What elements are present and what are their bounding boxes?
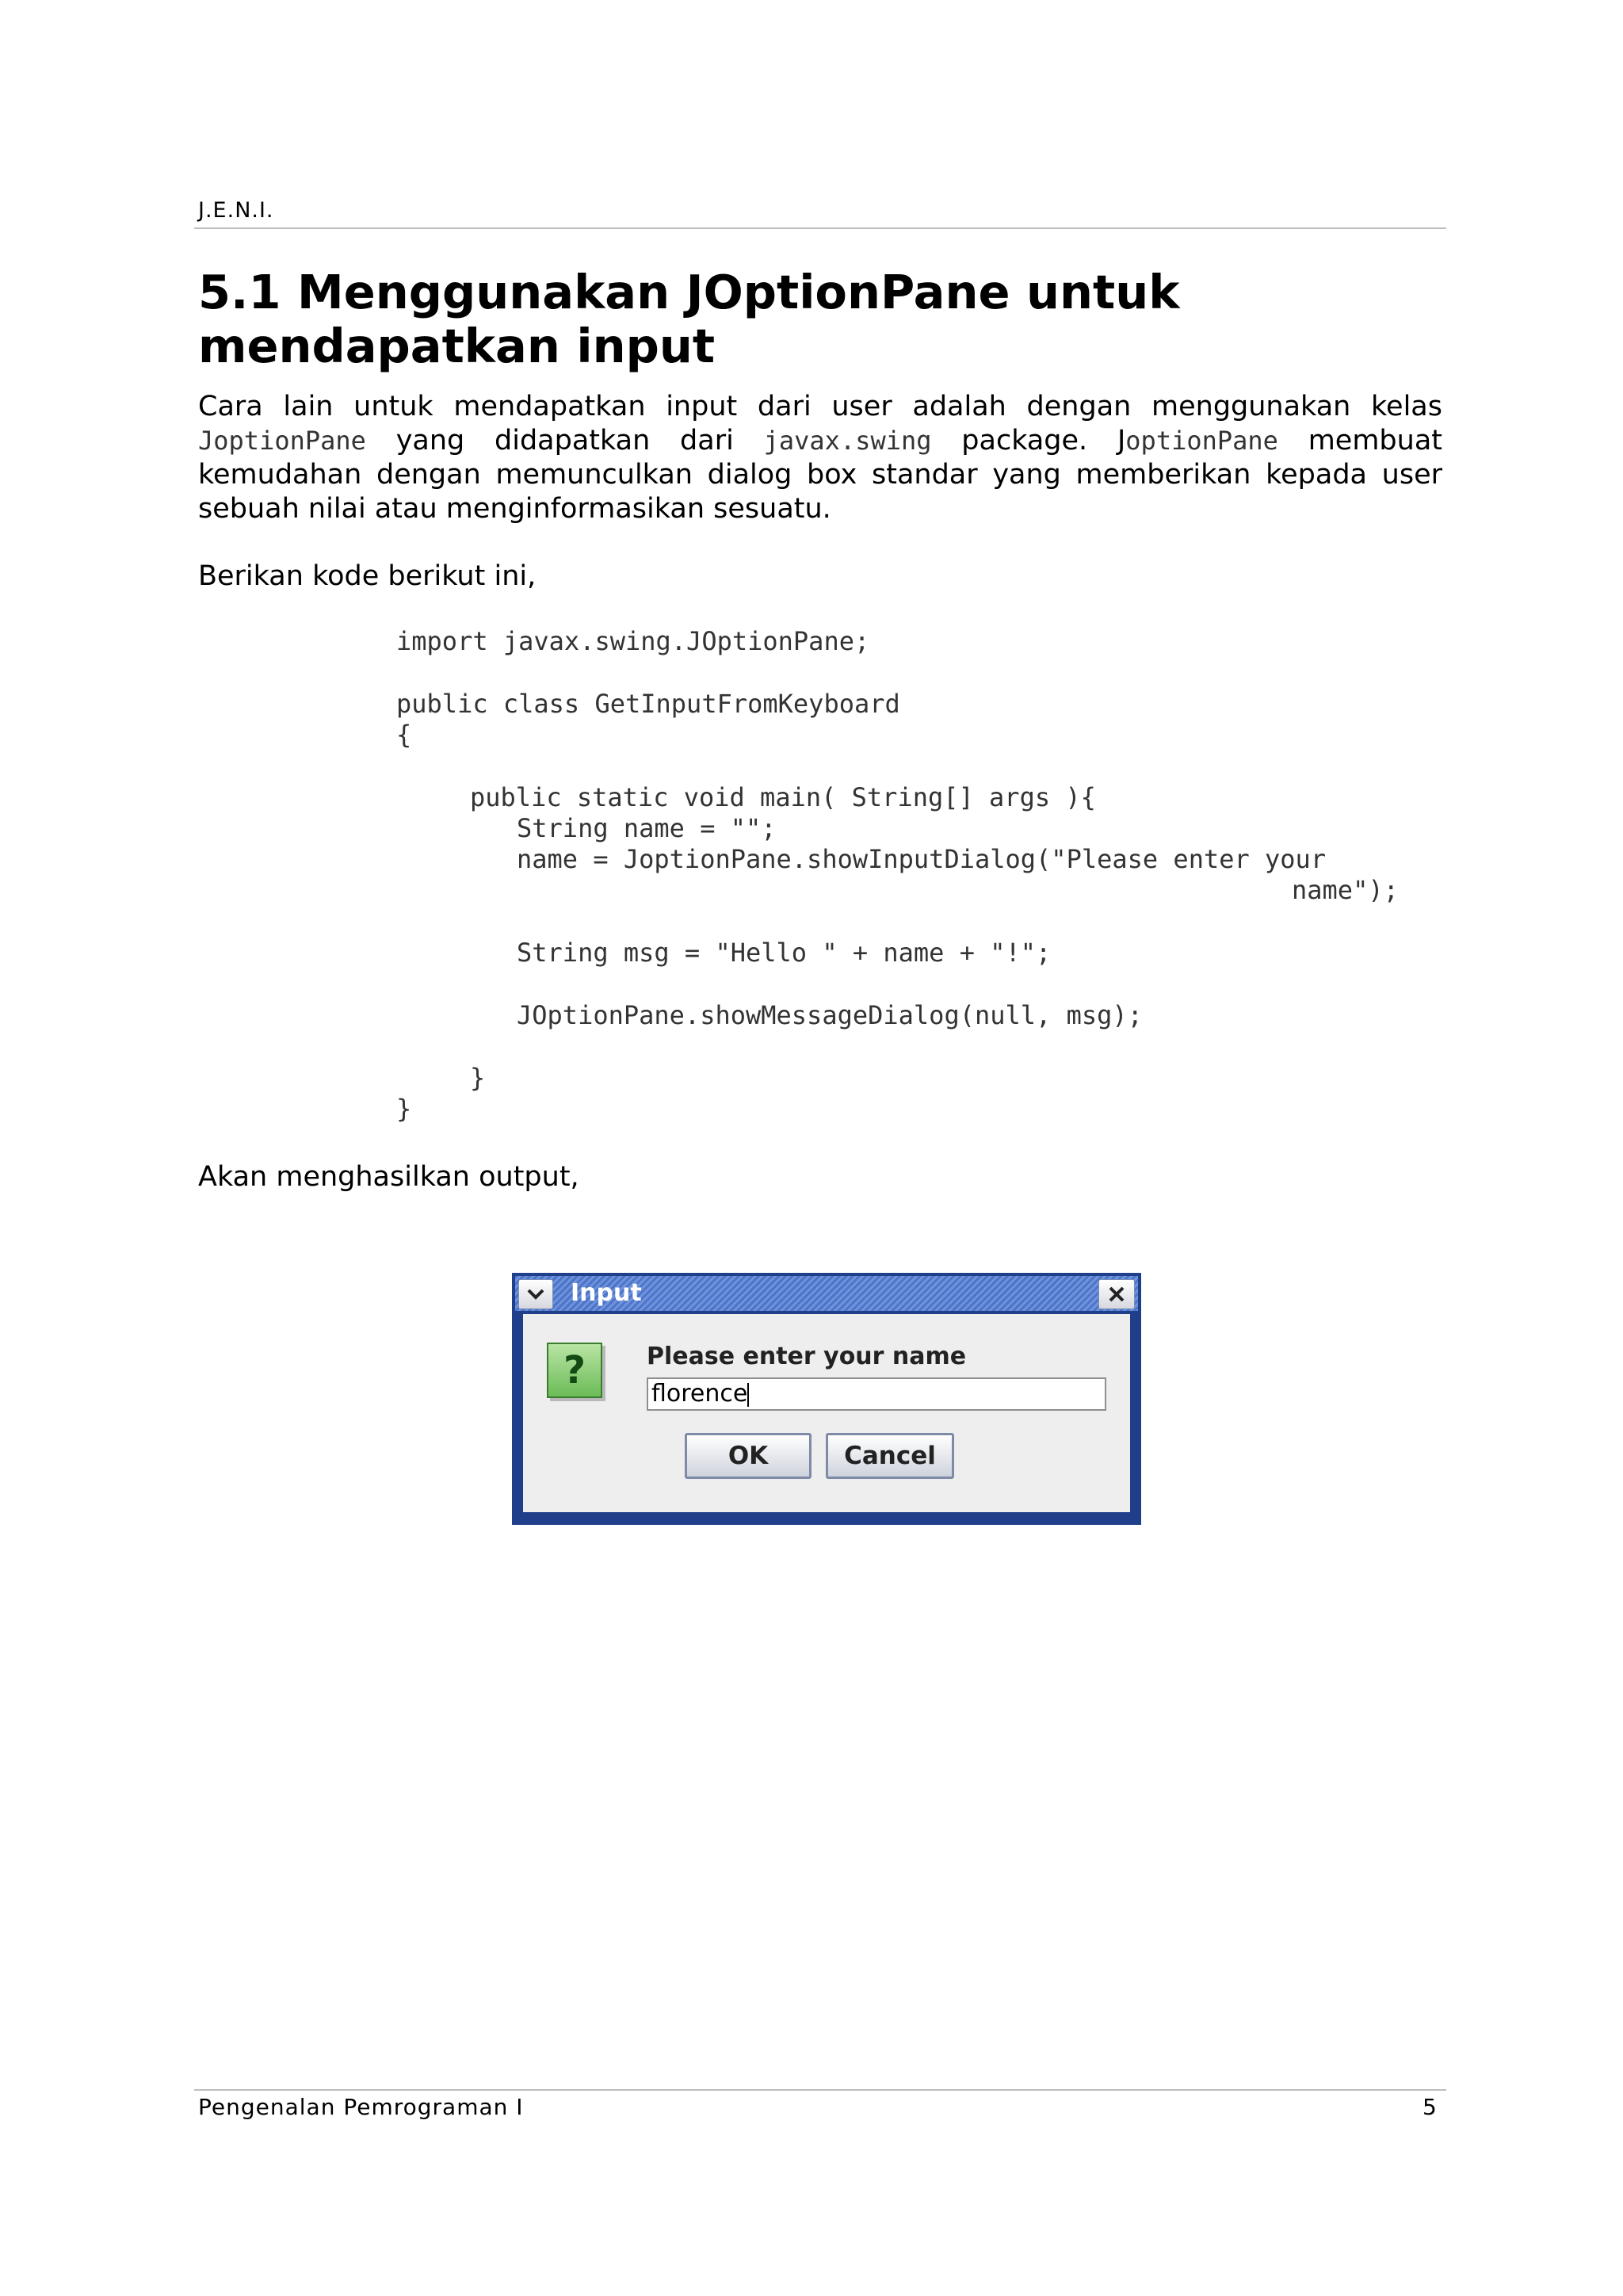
footer-course-title: Pengenalan Pemrograman I [198, 2094, 524, 2120]
inline-code-joptionpane: JoptionPane [198, 426, 366, 456]
chevron-down-icon [525, 1286, 546, 1302]
close-icon [1107, 1285, 1126, 1304]
intro-text-1: Cara lain untuk mendapatkan input dari user adalah dengan menggunakan kelas [198, 391, 1442, 422]
header-rule [194, 227, 1446, 229]
name-input-value: florence [651, 1380, 748, 1408]
section-title-line-2: mendapatkan input [198, 319, 716, 373]
running-head: J.E.N.I. [198, 198, 274, 223]
input-dialog [512, 1273, 1141, 1525]
section-title-line-1: 5.1 Menggunakan JOptionPane untuk [198, 265, 1180, 319]
code-line: public static void main( String[] args ){ [470, 782, 1096, 812]
close-button[interactable] [1098, 1279, 1135, 1309]
code-line: import javax.swing.JOptionPane; [396, 626, 870, 656]
system-menu-button[interactable] [518, 1279, 553, 1309]
code-line: String name = ""; [517, 813, 777, 843]
code-line: } [396, 1094, 412, 1124]
code-line: public class GetInputFromKeyboard [396, 689, 900, 719]
intro-paragraph [198, 390, 1442, 526]
dialog-titlebar[interactable] [515, 1276, 1138, 1311]
code-line: } [470, 1063, 486, 1093]
code-line: name"); [1292, 875, 1399, 905]
section-title [198, 266, 1442, 373]
question-icon: ? [547, 1343, 602, 1398]
intro-text-2: yang didapatkan dari [365, 425, 764, 457]
dialog-body [523, 1314, 1130, 1512]
ok-button[interactable]: OK [685, 1433, 812, 1479]
code-line: { [396, 720, 412, 750]
dialog-prompt: Please enter your name [647, 1343, 967, 1370]
intro-text-3: package. J [931, 425, 1126, 457]
inline-code-optionpane: optionPane [1125, 426, 1278, 456]
inline-code-javax-swing: javax.swing [763, 426, 932, 456]
name-input[interactable] [647, 1377, 1106, 1411]
output-intro-paragraph: Akan menghasilkan output, [198, 1161, 579, 1193]
page-number: 5 [1423, 2094, 1437, 2120]
cancel-button[interactable]: Cancel [826, 1433, 954, 1479]
code-intro-paragraph: Berikan kode berikut ini, [198, 560, 537, 592]
intro-text-4: membuat kemudahan dengan memunculkan dialog box standar yang memberikan kepada user sebuah nilai atau menginformasikan sesuatu. [198, 425, 1442, 525]
code-line: String msg = "Hello " + name + "!"; [517, 938, 1052, 968]
code-line: name = JoptionPane.showInputDialog("Please enter your [517, 844, 1327, 874]
text-caret [747, 1383, 749, 1407]
code-line: JOptionPane.showMessageDialog(null, msg); [517, 1000, 1143, 1030]
dialog-title: Input [571, 1279, 642, 1307]
footer-rule [194, 2089, 1446, 2091]
